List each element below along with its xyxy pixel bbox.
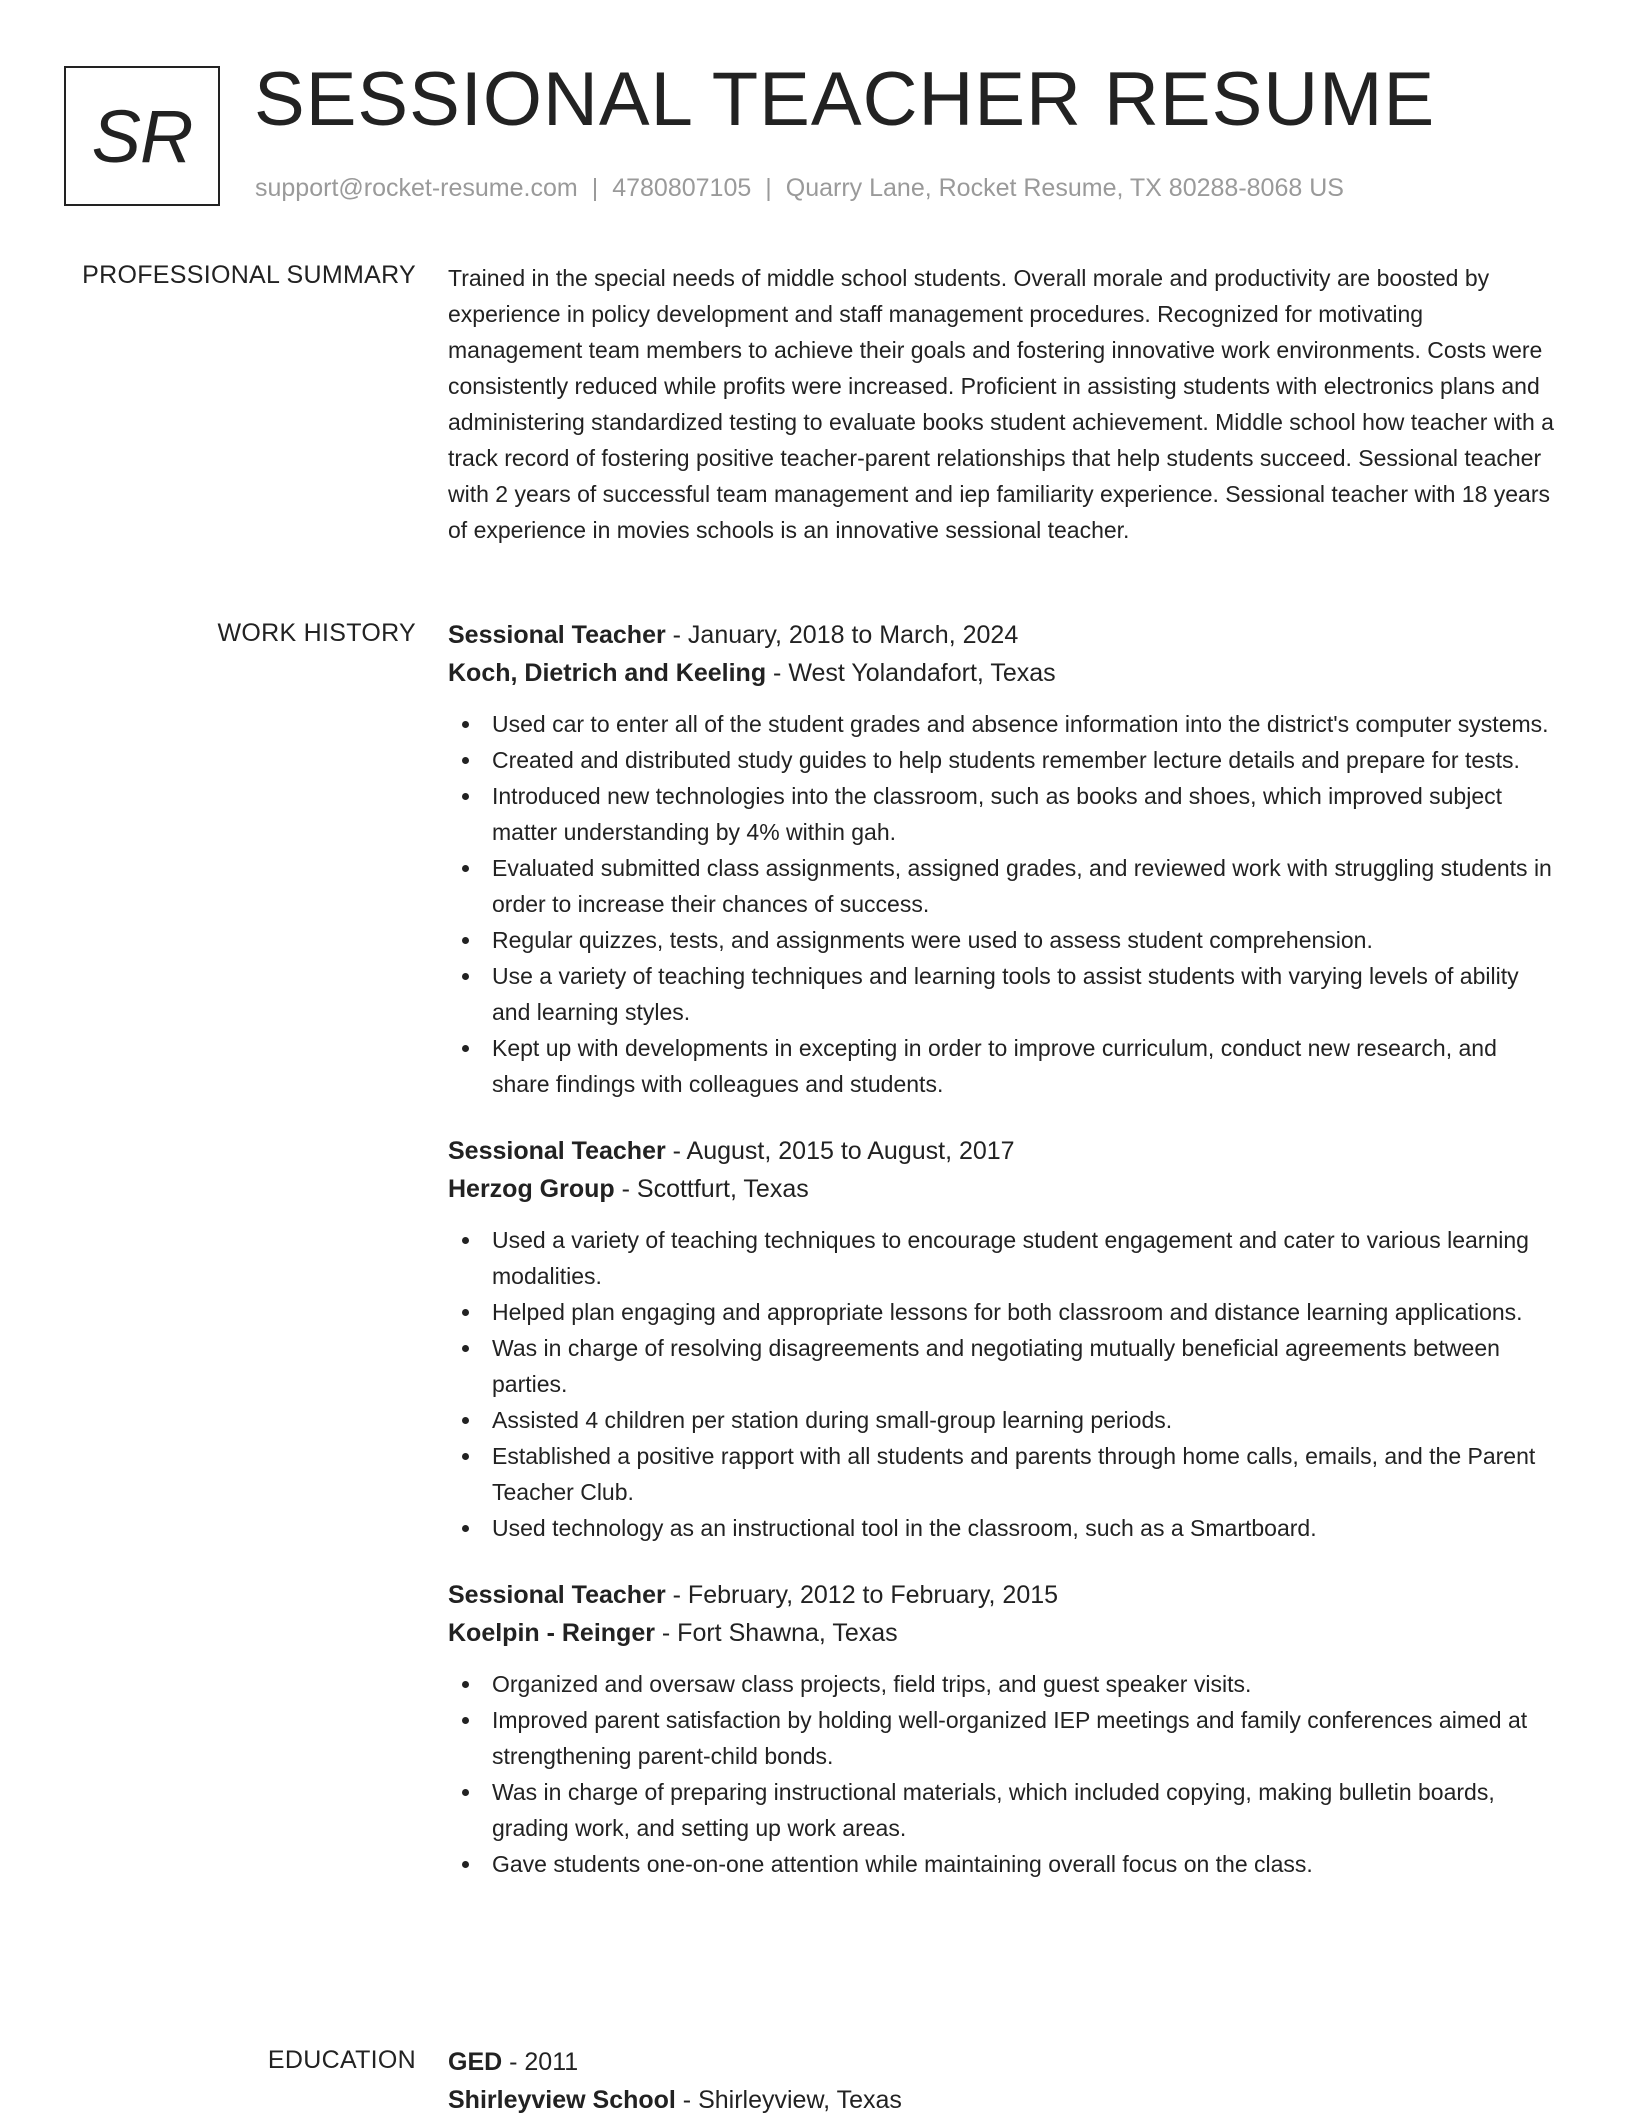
resume-title: SESSIONAL TEACHER RESUME [254,57,1436,142]
job-location: - Scottfurt, Texas [614,1175,809,1203]
summary-section [448,260,1560,548]
contact-line [255,174,1344,203]
bullet-icon [462,793,469,800]
bullet-icon [462,1045,469,1052]
contact-separator: | [591,174,599,202]
bullet-icon [462,973,469,980]
job-title-line [448,1132,1560,1170]
monogram-badge [64,66,220,206]
contact-address: Quarry Lane, Rocket Resume, TX 80288-8068 US [785,174,1344,202]
job-entry [448,616,1560,1102]
job-dates: - January, 2018 to March, 2024 [665,621,1019,649]
job-company-line [448,654,1560,692]
job-bullet: Used a variety of teaching techniques to encourage student engagement and cater to various learning modalities. [492,1222,1560,1294]
job-bullet-list [448,1222,1560,1546]
education-school: Shirleyview School [448,2086,676,2114]
job-title: Sessional Teacher [448,1581,666,1609]
job-bullet: Used technology as an instructional tool in the classroom, such as a Smartboard. [492,1510,1560,1546]
bullet-icon [462,1525,469,1532]
job-bullet: Was in charge of preparing instructional materials, which included copying, making bulletin boards, grading work, and setting up work areas. [492,1774,1560,1846]
bullet-icon [462,1345,469,1352]
job-company-line [448,1170,1560,1208]
bullet-icon [462,1717,469,1724]
bullet-icon [462,1237,469,1244]
job-bullet: Organized and oversaw class projects, field trips, and guest speaker visits. [492,1666,1560,1702]
job-bullet: Established a positive rapport with all students and parents through home calls, emails, and the Parent Teacher Club. [492,1438,1560,1510]
job-bullet-list [448,706,1560,1102]
job-location: - West Yolandafort, Texas [766,659,1056,687]
job-company: Herzog Group [448,1175,615,1203]
bullet-icon [462,1789,469,1796]
job-title-line [448,1576,1560,1614]
section-label-education: EDUCATION [267,2046,416,2074]
job-bullet: Kept up with developments in excepting in order to improve curriculum, conduct new research, and share findings with colleagues and students. [492,1030,1560,1102]
education-section [448,2043,1560,2119]
bullet-icon [462,865,469,872]
education-degree-line [448,2043,1560,2081]
bullet-icon [462,1861,469,1868]
work-history-section [448,616,1560,1912]
job-bullet: Regular quizzes, tests, and assignments were used to assess student comprehension. [492,922,1560,958]
job-bullet: Used car to enter all of the student grades and absence information into the district's computer systems. [492,706,1560,742]
job-title: Sessional Teacher [448,1137,666,1165]
education-location: - Shirleyview, Texas [675,2086,902,2114]
section-label-summary: PROFESSIONAL SUMMARY [82,261,416,289]
job-bullet: Evaluated submitted class assignments, assigned grades, and reviewed work with struggling students in order to increase their chances of success. [492,850,1560,922]
contact-email[interactable]: support@rocket-resume.com [255,174,578,202]
bullet-icon [462,1417,469,1424]
job-title-line [448,616,1560,654]
section-label-work-history: WORK HISTORY [217,619,416,647]
job-bullet: Introduced new technologies into the classroom, such as books and shoes, which improved subject matter understanding by 4% within gah. [492,778,1560,850]
job-entry [448,1132,1560,1546]
monogram-initials: SR [91,94,193,178]
bullet-icon [462,1681,469,1688]
contact-phone[interactable]: 4780807105 [612,174,752,202]
job-bullet: Assisted 4 children per station during small-group learning periods. [492,1402,1560,1438]
bullet-icon [462,757,469,764]
job-bullet: Created and distributed study guides to help students remember lecture details and prepare for tests. [492,742,1560,778]
job-bullet: Gave students one-on-one attention while maintaining overall focus on the class. [492,1846,1560,1882]
job-bullet: Use a variety of teaching techniques and learning tools to assist students with varying levels of ability and learning styles. [492,958,1560,1030]
job-bullet: Improved parent satisfaction by holding well-organized IEP meetings and family conferences aimed at strengthening parent-child bonds. [492,1702,1560,1774]
job-bullet: Helped plan engaging and appropriate lessons for both classroom and distance learning applications. [492,1294,1560,1330]
job-company-line [448,1614,1560,1652]
contact-separator: | [765,174,772,202]
job-bullet-list [448,1666,1560,1882]
bullet-icon [462,1309,469,1316]
bullet-icon [462,1453,469,1460]
education-degree: GED [448,2048,503,2076]
bullet-icon [462,937,469,944]
job-company: Koch, Dietrich and Keeling [448,659,767,687]
job-title: Sessional Teacher [448,621,666,649]
job-bullet: Was in charge of resolving disagreements and negotiating mutually beneficial agreements between parties. [492,1330,1560,1402]
job-entry [448,1576,1560,1882]
job-location: - Fort Shawna, Texas [654,1619,898,1647]
job-dates: - February, 2012 to February, 2015 [665,1581,1059,1609]
bullet-icon [462,721,469,728]
job-company: Koelpin - Reinger [448,1619,655,1647]
job-dates: - August, 2015 to August, 2017 [665,1137,1015,1165]
education-school-line [448,2081,1560,2119]
education-year: - 2011 [502,2048,579,2076]
summary-text: Trained in the special needs of middle school students. Overall morale and productivity are boosted by experience in policy development and staff management procedures. Recognized for motivating management team members to achieve their goals and fostering innovative work environments. Costs were consistently reduced while profits were increased. Proficient in assisting students with electronics plans and administering standardized testing to evaluate books student achievement. Middle school how teacher with a track record of fostering positive teacher-parent relationships that help students succeed. Sessional teacher with 2 years of successful team management and iep familiarity experience. Sessional teacher with 18 years of experience in movies schools is an innovative sessional teacher. [448,265,1554,543]
